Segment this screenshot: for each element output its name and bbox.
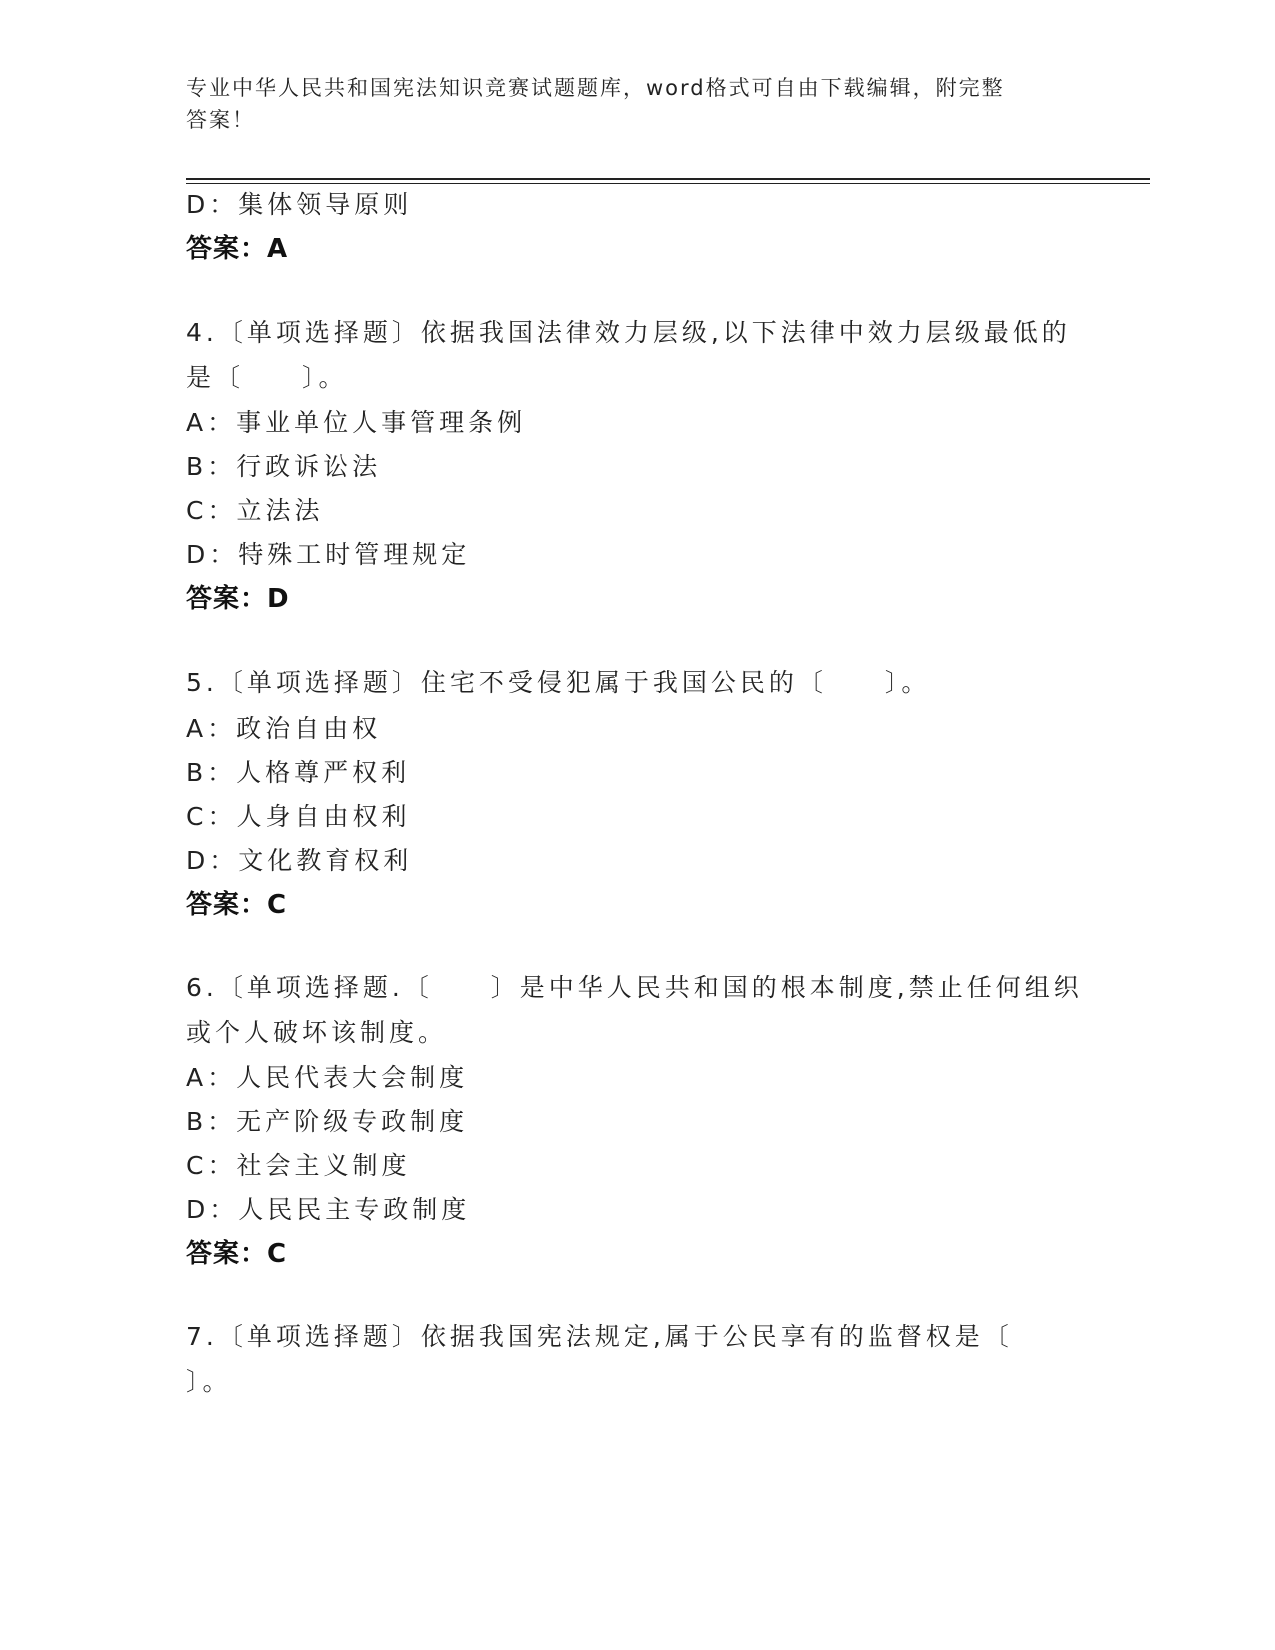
answer-prev: 答案：A — [186, 234, 289, 264]
question-4-stem-line-1: 4.〔单项选择题〕依据我国法律效力层级,以下法律中效力层级最低的 — [186, 318, 1071, 347]
question-4-stem-line-2: 是〔 〕。 — [186, 363, 348, 392]
question-4-stem — [186, 310, 1086, 400]
header-rule-thin — [186, 183, 1150, 184]
question-5-option-a: A：政治自由权 — [186, 714, 382, 743]
question-4-option-a: A：事业单位人事管理条例 — [186, 408, 527, 437]
question-7-stem — [186, 1314, 1086, 1404]
header-line-2: 答案！ — [186, 108, 255, 132]
question-4-option-d: D：特殊工时管理规定 — [186, 540, 471, 569]
question-5-answer: 答案：C — [186, 890, 288, 920]
question-6-stem-line-1: 6.〔单项选择题.〔 〕是中华人民共和国的根本制度,禁止任何组织 — [186, 973, 1083, 1002]
question-7-stem-line-2: 〕。 — [186, 1367, 232, 1396]
question-5-option-b: B：人格尊严权利 — [186, 758, 411, 787]
question-6-option-c: C：社会主义制度 — [186, 1151, 411, 1180]
question-6-stem — [186, 965, 1086, 1055]
header-rule-thick — [186, 178, 1150, 180]
question-5-option-c: C：人身自由权利 — [186, 802, 411, 831]
question-4-answer: 答案：D — [186, 584, 290, 614]
question-5-stem — [186, 660, 1086, 705]
question-6-stem-line-2: 或个人破坏该制度。 — [186, 1018, 448, 1047]
question-6-answer: 答案：C — [186, 1239, 288, 1269]
question-4-option-c: C：立法法 — [186, 496, 324, 525]
question-6-option-b: B：无产阶级专政制度 — [186, 1107, 469, 1136]
question-6-option-a: A：人民代表大会制度 — [186, 1063, 469, 1092]
question-6-option-d: D：人民民主专政制度 — [186, 1195, 471, 1224]
question-5-stem-line-1: 5.〔单项选择题〕住宅不受侵犯属于我国公民的〔 〕。 — [186, 668, 931, 697]
question-4-option-b: B：行政诉讼法 — [186, 452, 382, 481]
question-5-option-d: D：文化教育权利 — [186, 846, 413, 875]
document-header — [186, 72, 1066, 136]
option-d-prev: D：集体领导原则 — [186, 190, 413, 219]
question-7-stem-line-1: 7.〔单项选择题〕依据我国宪法规定,属于公民享有的监督权是〔 — [186, 1322, 1013, 1351]
header-line-1: 专业中华人民共和国宪法知识竞赛试题题库，word格式可自由下载编辑，附完整 — [186, 76, 1005, 100]
